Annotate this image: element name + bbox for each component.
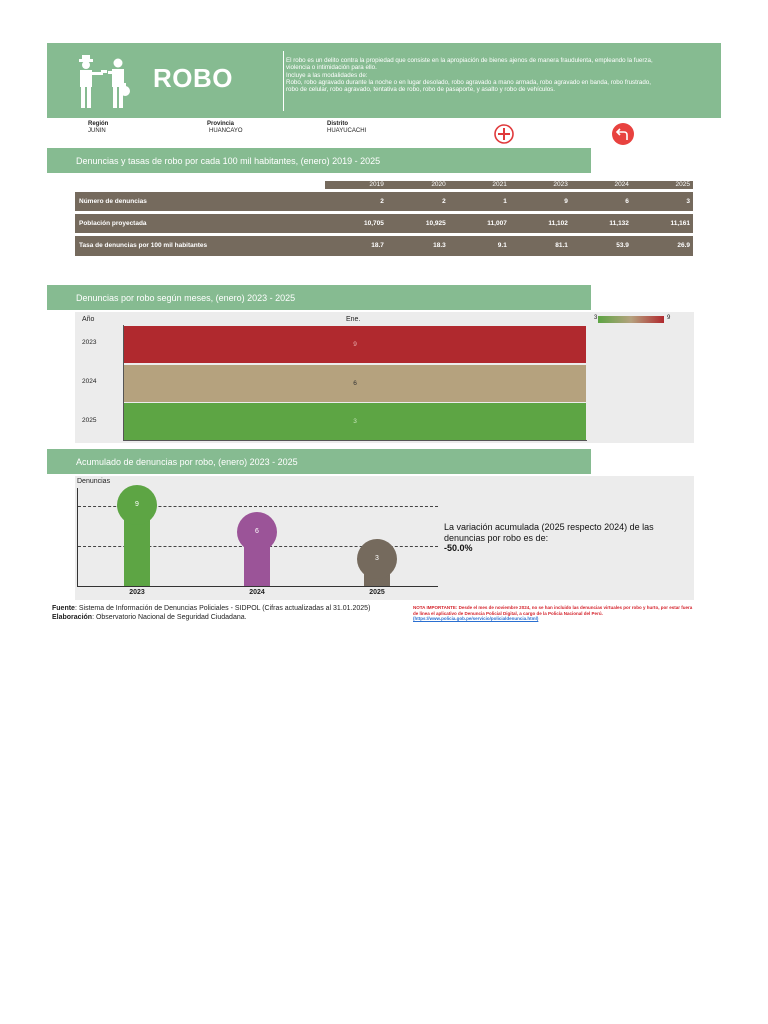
table-cell: 18.3: [387, 234, 449, 256]
district-field: [327, 121, 366, 135]
return-arrow-icon: [612, 123, 634, 145]
heatmap-year-header: Año: [82, 316, 95, 323]
month-heatmap: [75, 312, 694, 443]
heatmap-year-label: 2023: [82, 339, 97, 346]
heatmap-year-label: 2025: [82, 417, 97, 424]
add-button[interactable]: [493, 123, 515, 145]
heatmap-month-header: Ene.: [346, 316, 361, 323]
source-text: : Sistema de Información de Denuncias Policiales - SIDPOL (Cifras actualizadas al 31.01.2025): [74, 605, 371, 612]
accumulated-chart: [75, 476, 694, 600]
table-cell: 1: [449, 190, 510, 212]
bar-value-label: 9: [117, 485, 157, 525]
section-title-months: Denuncias por robo según meses, (enero) 2023 - 2025: [47, 285, 591, 310]
province-label: Provincia: [207, 121, 235, 127]
legend-max: 9: [667, 315, 671, 321]
bar-value-label: 3: [357, 539, 397, 579]
elaboration-line: [52, 614, 370, 623]
table-cell: 9.1: [449, 234, 510, 256]
robbery-icon: [73, 55, 135, 109]
table-cell: 11,161: [632, 212, 693, 234]
plus-circle-icon: [493, 123, 515, 145]
table-cell: 53.9: [571, 234, 632, 256]
table-cell: 11,102: [510, 212, 571, 234]
heatmap-year-label: 2024: [82, 378, 97, 385]
x-tick-label: 2023: [129, 589, 145, 596]
table-cell: 9: [510, 190, 571, 212]
table-row: [75, 212, 693, 234]
table-cell: 10,925: [387, 212, 449, 234]
section-title-accumulated: Acumulado de denuncias por robo, (enero) 2023 - 2025: [47, 449, 591, 474]
heatmap-cell: 6: [124, 365, 586, 402]
table-header-year: 2025: [632, 181, 693, 190]
crime-description: [286, 57, 706, 93]
table-cell: 81.1: [510, 234, 571, 256]
page-title: ROBO: [153, 63, 233, 93]
region-label: Región: [88, 121, 109, 127]
table-header-year: 2024: [571, 181, 632, 190]
table-header-row: [75, 181, 693, 190]
description-line: violencia o intimidación para ello.: [286, 64, 377, 72]
row-label: Población proyectada: [75, 212, 325, 234]
legend-min: 3: [594, 315, 598, 321]
header-banner: [47, 43, 721, 118]
note-link[interactable]: (https://www.policia.gob.pe/servicio/policialdenuncia.html): [413, 616, 539, 621]
note-text: NOTA IMPORTANTE: Desde el mes de noviembre 2024, no se han incluido las denuncias virtuales por robo y hurto, por estar fuera de línea el aplicativo de Denuncia Policial Digital, a cargo de la Policía Nacional del Perú.: [413, 605, 693, 616]
table-cell: 2: [325, 190, 387, 212]
table-header-year: 2019: [325, 181, 387, 190]
row-label: Tasa de denuncias por 100 mil habitantes: [75, 234, 325, 256]
province-value: HUANCAYO: [209, 128, 243, 134]
table-header-blank: [75, 181, 325, 190]
table-cell: 3: [632, 190, 693, 212]
table-row: [75, 190, 693, 212]
table-cell: 11,132: [571, 212, 632, 234]
variation-text: La variación acumulada (2025 respecto 2024) de las denuncias por robo es de:: [444, 522, 654, 543]
chart-axis-x: [77, 586, 438, 587]
table-header-year: 2021: [449, 181, 510, 190]
table-cell: 18.7: [325, 234, 387, 256]
province-field: [207, 121, 243, 135]
bar-value-label: 6: [237, 512, 277, 552]
elaboration-text: : Observatorio Nacional de Seguridad Ciudadana.: [92, 613, 247, 621]
table-cell: 11,007: [449, 212, 510, 234]
table-cell: 26.9: [632, 234, 693, 256]
chart-y-label: Denuncias: [77, 478, 111, 485]
description-line: El robo es un delito contra la propiedad que consiste en la apropiación de bienes ajenos de manera fraudulenta, empleando la fuerza,: [286, 57, 653, 64]
table-cell: 10,705: [325, 212, 387, 234]
back-button[interactable]: [612, 123, 634, 145]
region-value: JUNIN: [88, 128, 106, 134]
description-line: Robo, robo agravado durante la noche o en lugar desolado, robo agravado a mano armada, robo agravado en banda, robo frustrado,: [286, 78, 651, 86]
section-title-stats: Denuncias y tasas de robo por cada 100 mil habitantes, (enero) 2019 - 2025: [47, 148, 591, 173]
heatmap-legend: [598, 316, 664, 323]
table-cell: 2: [387, 190, 449, 212]
header-divider: [283, 51, 284, 111]
source-line: [52, 605, 370, 614]
description-line: Incluye a las modalidades de:: [286, 71, 368, 79]
table-header-year: 2023: [510, 181, 571, 190]
variation-summary: [444, 522, 674, 554]
source-label: Fuente: [52, 605, 75, 612]
variation-value: -50.0%: [444, 543, 473, 553]
x-tick-label: 2025: [369, 589, 385, 596]
district-label: Distrito: [327, 121, 348, 127]
heatmap-axis-x: [123, 440, 587, 441]
table-cell: 6: [571, 190, 632, 212]
important-note: [413, 605, 693, 622]
elaboration-label: Elaboración: [52, 613, 93, 621]
stats-table: [75, 181, 693, 256]
heatmap-cell: 9: [124, 326, 586, 363]
region-field: [88, 121, 108, 135]
heatmap-cell: 3: [124, 403, 586, 440]
footer-credits: [52, 605, 370, 622]
x-tick-label: 2024: [249, 589, 265, 596]
district-value: HUAYUCACHI: [327, 128, 367, 134]
table-header-year: 2020: [387, 181, 449, 190]
table-row: [75, 234, 693, 256]
chart-axis-y: [77, 488, 78, 587]
description-line: robo de celular, robo agravado, tentativa de robo, robo de pasaporte, y asalto y robo de vehículos.: [286, 86, 555, 94]
row-label: Número de denuncias: [75, 190, 325, 212]
